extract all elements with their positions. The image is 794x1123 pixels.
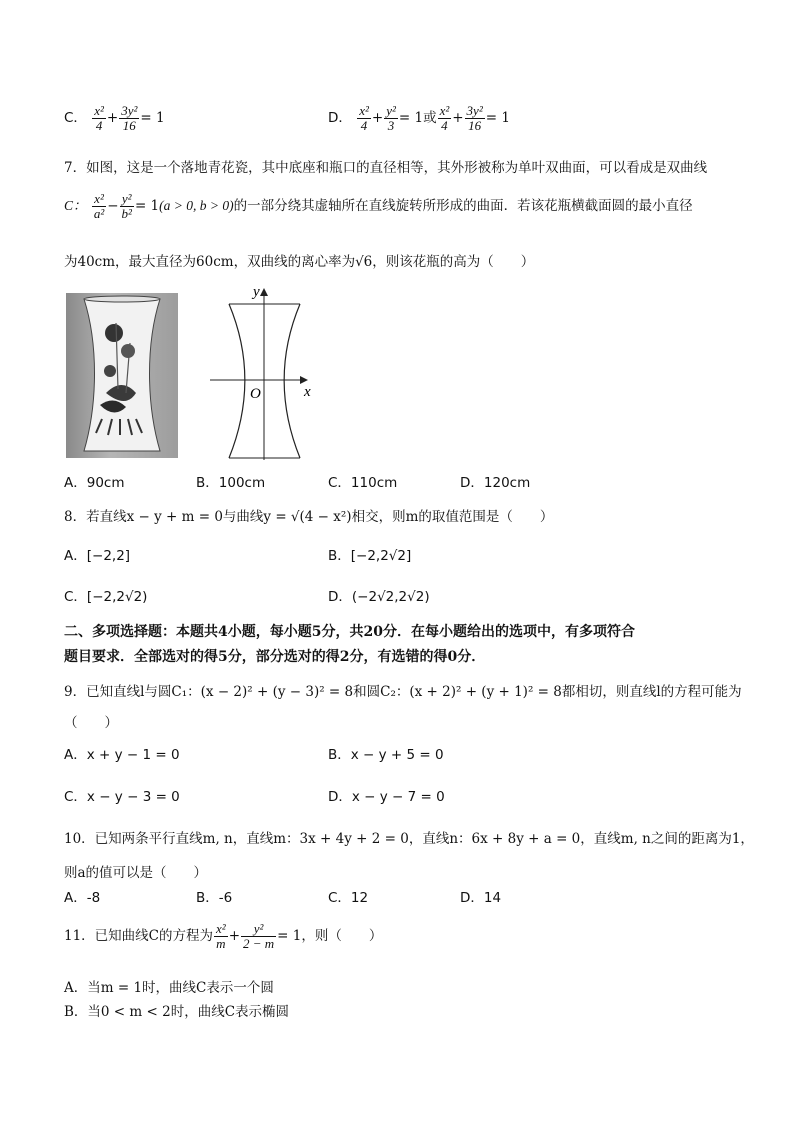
q7-line1: 7．如图，这是一个落地青花瓷，其中底座和瓶口的直径相等，其外形被称为单叶双曲面，可以看成是双曲线 <box>64 160 708 176</box>
q9-option-d: D．x − y − 7 = 0 <box>328 789 445 805</box>
q10-option-d: D．14 <box>460 890 502 906</box>
q8-stem: 8．若直线x − y + m = 0与曲线y = √(4 − x²)相交，则m的取值范围是（ ） <box>64 509 554 525</box>
q9-stem: 9．已知直线l与圆C₁：(x − 2)² + (y − 3)² = 8和圆C₂：(x + 2)² + (y + 1)² = 8都相切，则直线l的方程可能为 <box>64 684 742 700</box>
q10-option-a: A．-8 <box>64 890 101 906</box>
q10-stem: 10．已知两条平行直线m, n，直线m：3x + 4y + 2 = 0，直线n：6x + 8y + a = 0，直线m, n之间的距离为1， <box>64 831 754 847</box>
q6-option-d-label: D． <box>328 110 352 126</box>
vase-illustration <box>66 293 178 458</box>
q8-option-b: B．[−2,2√2] <box>328 548 412 564</box>
axis-y-label: y <box>253 284 260 300</box>
q9-option-a: A．x + y − 1 = 0 <box>64 747 180 763</box>
q6-option-d-expr: $\frac{\text{x²}}{4}$ + $\frac{\text{y²}}{3}$ = 1或 $\frac{\text{x²}}{4}$ + $\frac{\text{3y²}}{16}$ = 1 <box>359 103 510 133</box>
axis-x-label: x <box>304 384 311 400</box>
q10-option-c: C．12 <box>328 890 369 906</box>
q7-line2-suffix: 的一部分绕其虚轴所在直线旋转所形成的曲面．若该花瓶横截面圆的最小直径 <box>233 198 693 214</box>
hyperbola-diagram <box>200 284 320 464</box>
q10-stem2: 则a的值可以是（ ） <box>64 865 208 881</box>
q11-option-b: B．当0 < m < 2时，曲线C表示椭圆 <box>64 1004 290 1020</box>
q11-stem-suffix: ，则（ ） <box>301 928 383 944</box>
q11-stem: 11．已知曲线C的方程为 $\frac{\text{x²}}{m}$ + $\frac{\text{y²}}{2 - m}$ = 1，则（ ） <box>64 921 383 951</box>
q7-option-c: C．110cm <box>328 475 398 491</box>
q7-condition: (a > 0, b > 0) <box>159 198 234 213</box>
right-branch <box>284 304 300 458</box>
section2-heading-line2: 题目要求．全部选对的得5分，部分选对的得2分，有选错的得0分． <box>64 649 486 665</box>
origin-label: O <box>250 386 261 402</box>
q11-stem-prefix: 11．已知曲线C的方程为 <box>64 928 214 944</box>
q10-option-b: B．-6 <box>196 890 233 906</box>
q6-or-word: 或 <box>423 110 437 126</box>
q6-option-c-expr: $\frac{\text{x²}}{4}$ + $\frac{\text{3y²}}{16}$ = 1 <box>94 103 165 133</box>
q7-line3: 为40cm，最大直径为60cm，双曲线的离心率为√6，则该花瓶的高为（ ） <box>64 254 535 270</box>
q7-option-d: D．120cm <box>460 475 531 491</box>
q7-curve-name: C： <box>64 198 87 213</box>
q8-option-c: C．[−2,2√2) <box>64 589 148 605</box>
q11-option-a: A．当m = 1时，曲线C表示一个圆 <box>64 980 274 996</box>
q6-option-c-label: C． <box>64 110 87 126</box>
q8-option-a: A．[−2,2] <box>64 548 131 564</box>
q7-option-b: B．100cm <box>196 475 266 491</box>
q9-option-c: C．x − y − 3 = 0 <box>64 789 180 805</box>
q6-option-c <box>64 104 165 133</box>
q9-option-b: B．x − y + 5 = 0 <box>328 747 444 763</box>
q6-option-d <box>328 104 510 133</box>
q8-option-d: D．(−2√2,2√2) <box>328 589 430 605</box>
vase-photo <box>66 293 178 458</box>
q7-option-a: A．90cm <box>64 475 125 491</box>
q9-stem2: （ ） <box>64 715 118 731</box>
left-branch <box>229 304 245 458</box>
q7-line2: C： $\frac{\text{x²}}{\text{a²}}$ − $\frac{\text{y²}}{\text{b²}}$ = 1(a > 0, b > 0)的一部分绕其虚轴所在直线旋转所形成的曲面．若该花瓶横截面圆的最小直径 <box>64 191 693 221</box>
section2-heading-line1: 二、多项选择题：本题共4小题，每小题5分，共20分．在每小题给出的选项中，有多项符合 <box>64 624 635 640</box>
